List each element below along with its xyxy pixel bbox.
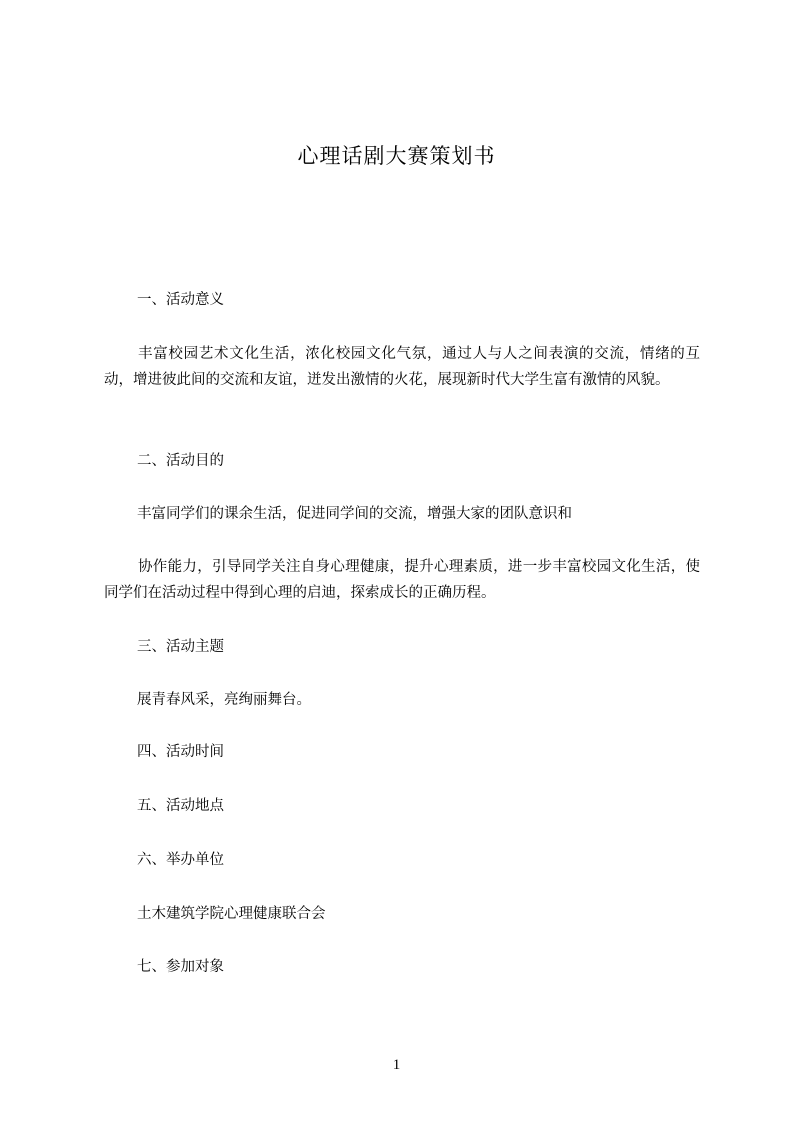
section-heading-significance: 一、活动意义	[137, 292, 224, 308]
section-heading-organizer: 六、举办单位	[137, 852, 224, 868]
section-paragraph-significance: 丰富校园艺术文化生活，浓化校园文化气氛，通过人与人之间表演的交流，情绪的互动，增进彼此间的交流和友谊，迸发出激情的火花，展现新时代大学生富有激情的风貌。	[104, 346, 700, 388]
section-line-organizer: 土木建筑学院心理健康联合会	[137, 906, 326, 922]
section-heading-time: 四、活动时间	[137, 744, 224, 760]
section-paragraph-purpose: 协作能力，引导同学关注自身心理健康，提升心理素质，进一步丰富校园文化生活，使同学们在活动过程中得到心理的启迪，探索成长的正确历程。	[104, 559, 700, 601]
document-title: 心理话剧大赛策划书	[297, 144, 496, 168]
section-line-theme: 展青春风采，亮绚丽舞台。	[137, 692, 311, 708]
section-heading-theme: 三、活动主题	[137, 639, 224, 655]
page-number: 1	[392, 1057, 401, 1073]
section-heading-participants: 七、参加对象	[137, 959, 224, 975]
section-line-purpose: 丰富同学们的课余生活，促进同学间的交流，增强大家的团队意识和	[137, 506, 572, 522]
section-heading-location: 五、活动地点	[137, 798, 224, 814]
section-heading-purpose: 二、活动目的	[137, 453, 224, 469]
